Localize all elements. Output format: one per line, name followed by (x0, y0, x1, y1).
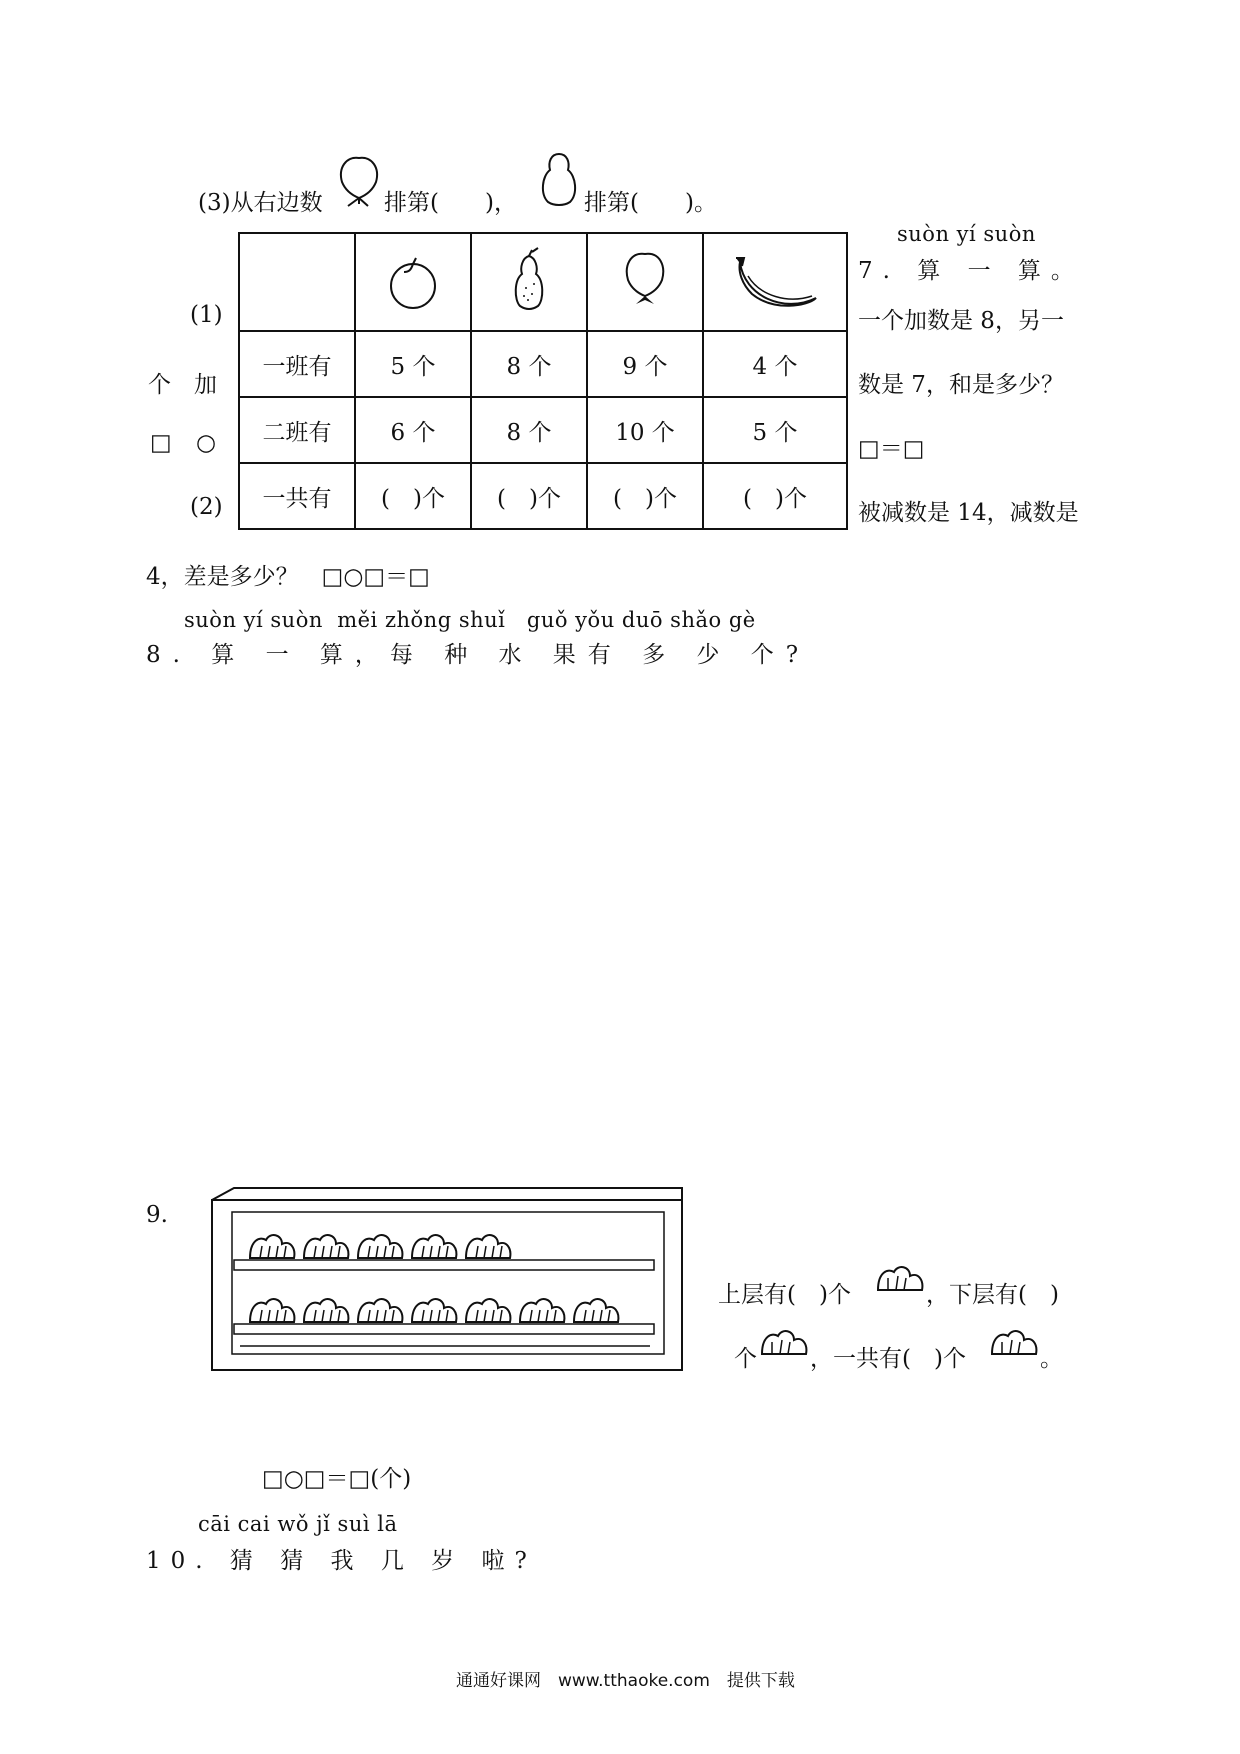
side-label-jia: 加 (194, 372, 217, 398)
shelf-fruit-cluster (304, 1235, 348, 1258)
table-row (239, 397, 847, 463)
shelf-fruit-cluster (250, 1299, 294, 1322)
shelf-fruit-cluster (574, 1299, 618, 1322)
q7-line4: 被减数是 14，减数是 (858, 500, 1079, 526)
row-label: 二班有 (239, 397, 355, 463)
apple-icon (356, 236, 470, 328)
table-header-pear (471, 233, 587, 331)
q6-part3-text-b: 排第( )， (384, 190, 517, 216)
shelf-fruit-cluster (466, 1299, 510, 1322)
table-cell: 8 个 (471, 397, 587, 463)
side-label-2: (2) (190, 494, 223, 520)
table-corner-cell (239, 233, 355, 331)
side-label-ge: 个 (148, 372, 171, 398)
q10-pinyin: cāi cai wǒ jǐ suì lā (198, 1512, 398, 1536)
row-label: 一共有 (239, 463, 355, 529)
shelf-fruit-cluster (304, 1299, 348, 1322)
pear-icon (472, 236, 586, 328)
page-footer: 通通好课网 www.tthaoke.com 提供下载 (456, 1671, 795, 1691)
table-cell: 5 个 (703, 397, 847, 463)
row-label: 一班有 (239, 331, 355, 397)
fruit-count-table (238, 232, 848, 530)
q9-line1-a: 上层有( )个 (718, 1282, 851, 1308)
fruit-cluster-icon (988, 1326, 1040, 1358)
q8-title: 8. 算 一 算，每 种 水 果有 多 少 个? (146, 642, 811, 668)
fruit-cluster-icon (758, 1326, 810, 1358)
side-box-symbol: □ (150, 430, 172, 456)
table-header-apple (355, 233, 471, 331)
q9-number: 9. (146, 1202, 168, 1228)
fruit-cluster-icon (874, 1262, 926, 1294)
table-header-banana (703, 233, 847, 331)
shelf-fruit-cluster (250, 1235, 294, 1258)
table-cell: 10 个 (587, 397, 703, 463)
q8-pinyin: suòn yí suòn měi zhǒng shuǐ guǒ yǒu duō shǎo gè (184, 608, 756, 632)
peach-icon (334, 152, 384, 208)
q6-part3-text-c: 排第( )。 (584, 190, 717, 216)
q9-line2-b: ，一共有( )个 (810, 1346, 966, 1372)
table-cell: 5 个 (355, 331, 471, 397)
q9-line2-a: 个 (734, 1346, 757, 1372)
pear-icon (534, 150, 584, 208)
shelf-fruit-cluster (412, 1235, 456, 1258)
table-cell: 8 个 (471, 331, 587, 397)
fruit-shelf-illustration (210, 1186, 690, 1372)
q7-title: 7. 算 一 算。 (858, 258, 1084, 284)
q9-line1-b: ，下层有( ) (926, 1282, 1059, 1308)
q7-line2: 数是 7，和是多少？ (858, 372, 1064, 398)
answer-cell[interactable]: ( )个 (703, 463, 847, 529)
shelf-fruit-cluster (358, 1235, 402, 1258)
peach-icon (588, 236, 702, 328)
table-cell: 6 个 (355, 397, 471, 463)
table-header-peach (587, 233, 703, 331)
shelf-fruit-cluster (520, 1299, 564, 1322)
q9-equation: □○□＝□(个) (262, 1466, 412, 1492)
answer-cell[interactable]: ( )个 (355, 463, 471, 529)
side-label-1: (1) (190, 302, 223, 328)
q6-part3-text-a: (3)从右边数 (198, 190, 323, 216)
q7-pinyin: suòn yí suòn (897, 222, 1036, 246)
q7-line3: □＝□ (858, 436, 925, 462)
shelf-fruit-cluster (412, 1299, 456, 1322)
table-cell: 4 个 (703, 331, 847, 397)
shelf-fruit-cluster (358, 1299, 402, 1322)
q7-line5: 4，差是多少？ □○□＝□ (146, 564, 430, 590)
q9-line2-c: 。 (1040, 1346, 1063, 1372)
shelf-fruit-cluster (466, 1235, 510, 1258)
table-cell: 9 个 (587, 331, 703, 397)
table-row (239, 331, 847, 397)
q7-line1: 一个加数是 8，另一 (858, 308, 1064, 334)
q10-title: 10. 猜 猜 我 几 岁 啦? (146, 1548, 537, 1574)
answer-cell[interactable]: ( )个 (471, 463, 587, 529)
table-row (239, 463, 847, 529)
banana-icon (704, 236, 846, 328)
answer-cell[interactable]: ( )个 (587, 463, 703, 529)
side-circle-symbol: ○ (196, 430, 217, 456)
